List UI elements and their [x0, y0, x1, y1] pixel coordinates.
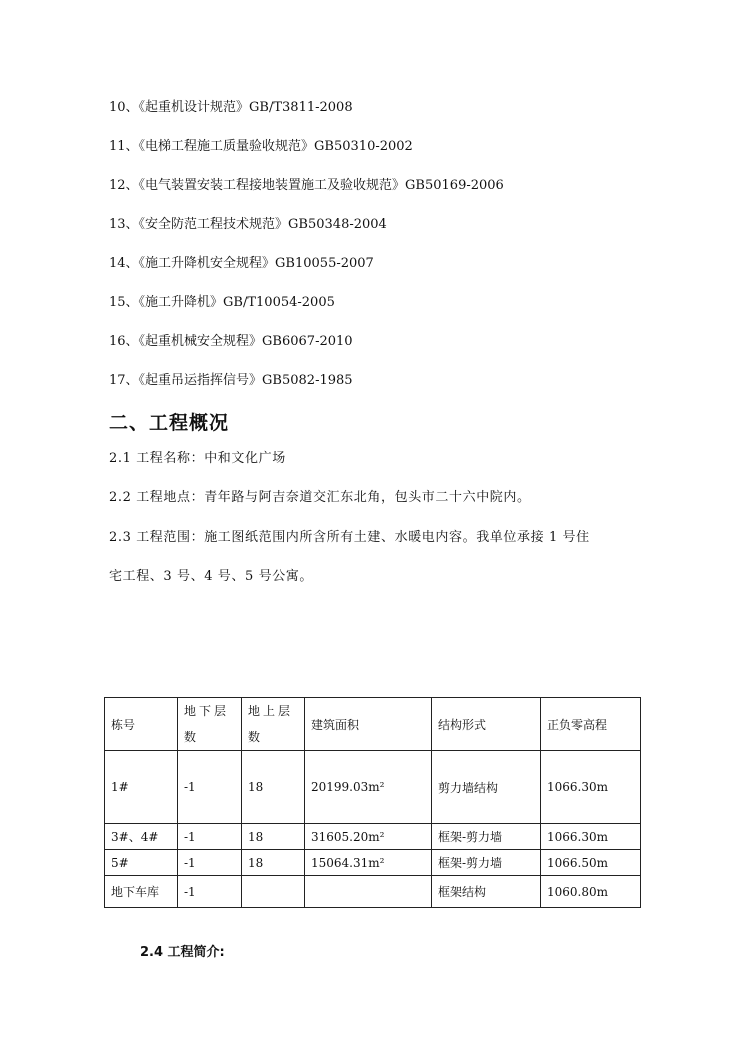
table-cell: 剪力墙结构 — [432, 751, 541, 824]
table-cell: 31605.20m² — [305, 824, 432, 850]
table-cell: 框架结构 — [432, 876, 541, 908]
header-cell: 栋号 — [105, 698, 178, 751]
table-cell: -1 — [178, 876, 242, 908]
reference-item: 14、《施工升降机安全规程》GB10055-2007 — [109, 256, 374, 271]
section-heading: 二、工程概况 — [109, 412, 230, 434]
table-cell: 1066.30m — [541, 824, 641, 850]
project-name: 2.1 工程名称：中和文化广场 — [109, 451, 286, 466]
table-cell: 1066.50m — [541, 850, 641, 876]
header-cell: 地上层数 — [242, 698, 305, 751]
table-row — [105, 850, 641, 876]
table-cell: -1 — [178, 850, 242, 876]
table-cell: 18 — [242, 850, 305, 876]
reference-item: 11、《电梯工程施工质量验收规范》GB50310-2002 — [109, 139, 413, 154]
table-row — [105, 751, 641, 824]
table-cell: 1# — [105, 751, 178, 824]
table-cell: 1060.80m — [541, 876, 641, 908]
header-cell: 结构形式 — [432, 698, 541, 751]
header-cell: 地下层数 — [178, 698, 242, 751]
table-cell: 框架-剪力墙 — [432, 850, 541, 876]
building-info-table — [104, 697, 641, 908]
project-location: 2.2 工程地点：青年路与阿吉奈道交汇东北角，包头市二十六中院内。 — [109, 490, 531, 505]
table-cell: 18 — [242, 751, 305, 824]
table-row — [105, 876, 641, 908]
table-cell: 5# — [105, 850, 178, 876]
project-scope-line1: 2.3 工程范围：施工图纸范围内所含所有土建、水暖电内容。我单位承接 1 号住 — [109, 530, 590, 545]
table-cell: 地下车库 — [105, 876, 178, 908]
table-cell: 3#、4# — [105, 824, 178, 850]
project-scope-line2: 宅工程、3 号、4 号、5 号公寓。 — [109, 569, 314, 584]
table-cell — [305, 876, 432, 908]
reference-item: 12、《电气装置安装工程接地装置施工及验收规范》GB50169-2006 — [109, 178, 504, 193]
table-cell: 1066.30m — [541, 751, 641, 824]
table-cell: 20199.03m² — [305, 751, 432, 824]
reference-item: 16、《起重机械安全规程》GB6067-2010 — [109, 334, 353, 349]
header-cell: 建筑面积 — [305, 698, 432, 751]
table-cell — [242, 876, 305, 908]
table-cell: -1 — [178, 751, 242, 824]
reference-item: 10、《起重机设计规范》GB/T3811-2008 — [109, 100, 353, 115]
subsection-heading: 2.4 工程简介: — [140, 945, 225, 960]
table-cell: 框架-剪力墙 — [432, 824, 541, 850]
table-cell: 18 — [242, 824, 305, 850]
table-header-row — [105, 698, 641, 751]
reference-item: 15、《施工升降机》GB/T10054-2005 — [109, 295, 335, 310]
reference-item: 17、《起重吊运指挥信号》GB5082-1985 — [109, 373, 353, 388]
header-cell: 正负零高程 — [541, 698, 641, 751]
reference-item: 13、《安全防范工程技术规范》GB50348-2004 — [109, 217, 387, 232]
table-cell: -1 — [178, 824, 242, 850]
table-row — [105, 824, 641, 850]
table-cell: 15064.31m² — [305, 850, 432, 876]
